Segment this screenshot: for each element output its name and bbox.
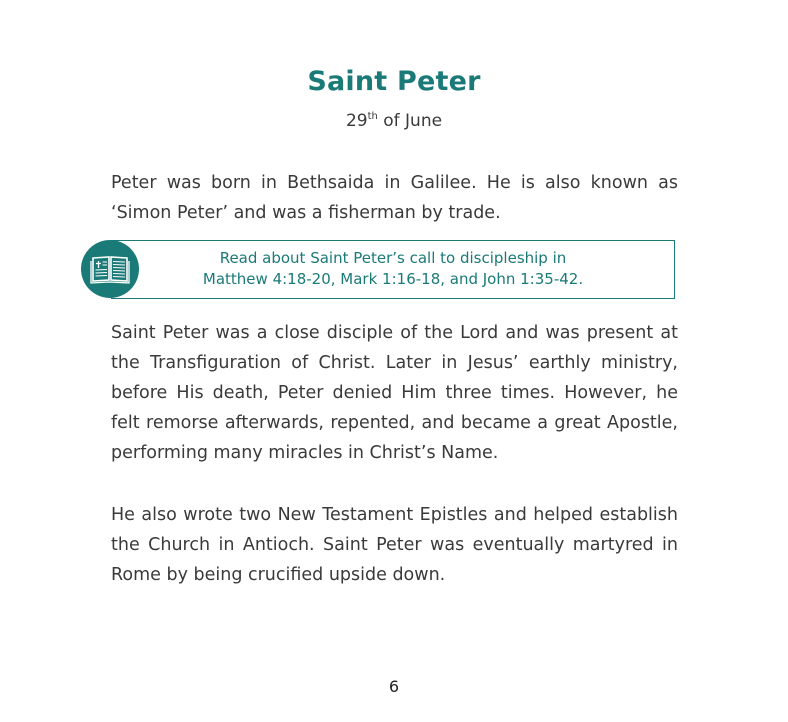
date-month: of June (377, 111, 443, 131)
feast-date (0, 111, 788, 131)
date-day: 29 (345, 111, 368, 131)
paragraph-intro: Peter was born in Bethsaida in Galilee. He is also known as ‘Simon Peter’ and was a fisherman by trade. (111, 173, 678, 223)
callout-line-1: Read about Saint Peter’s call to discipleship in (219, 249, 567, 267)
open-bible-icon-graphic (90, 254, 130, 284)
date-suffix: th (367, 111, 378, 122)
paragraph-discipleship: Saint Peter was a close disciple of the Lord and was present at the Transfiguration of Christ. Later in Jesus’ earthly ministry, before His death, Peter denied Him three times. However, he felt remorse afterwards, repented, and became a great Apostle, performing many miracles in Christ’s Name. (111, 323, 678, 463)
open-bible-icon (81, 240, 139, 298)
page-number: 6 (388, 677, 400, 696)
callout-line-2: Matthew 4:18-20, Mark 1:16-18, and John 1:35-42. (202, 270, 584, 288)
page-title: Saint Peter (307, 66, 481, 97)
paragraph-legacy: He also wrote two New Testament Epistles and helped establish the Church in Antioch. Saint Peter was eventually martyred in Rome by being crucified upside down. (111, 505, 678, 585)
scripture-callout-box (111, 240, 675, 299)
